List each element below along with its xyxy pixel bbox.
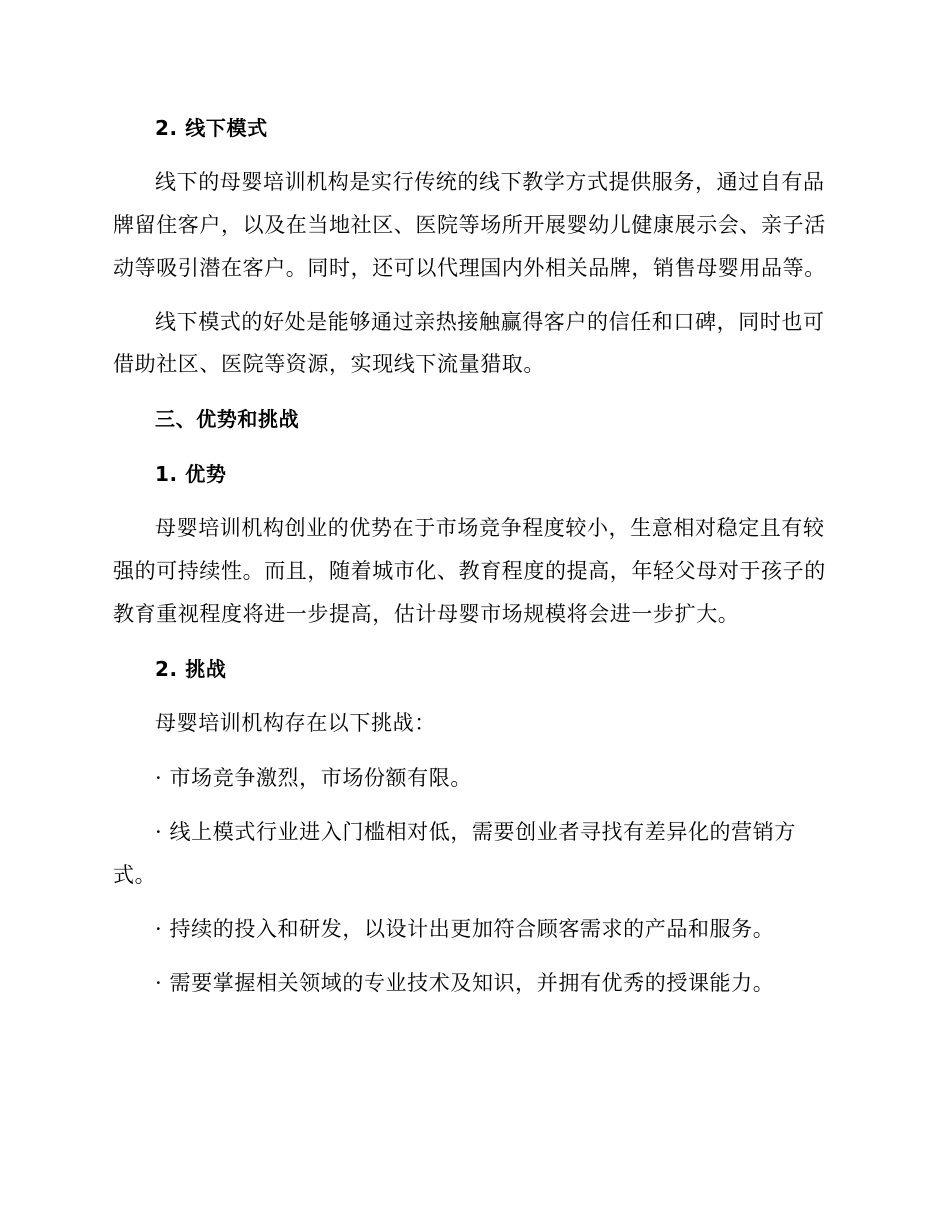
section-heading-offline-mode: 2. 线下模式 — [155, 116, 268, 140]
paragraph-line: 动等吸引潜在客户。同时，还可以代理国内外相关品牌，销售母婴用品等。 — [113, 256, 826, 280]
bullet-item: · 线上模式行业进入门槛相对低，需要创业者寻找有差异化的营销方 — [155, 820, 796, 844]
paragraph-line: 教育重视程度将进一步提高，估计母婴市场规模将会进一步扩大。 — [113, 602, 740, 626]
paragraph-line: 强的可持续性。而且，随着城市化、教育程度的提高，年轻父母对于孩子的 — [113, 559, 826, 583]
bullet-item: · 市场竞争激烈，市场份额有限。 — [155, 766, 472, 790]
section-heading-challenges: 2. 挑战 — [155, 657, 227, 681]
paragraph-line: 牌留住客户，以及在当地社区、医院等场所开展婴幼儿健康展示会、亲子活 — [113, 213, 826, 237]
paragraph-line: 母婴培训机构存在以下挑战： — [155, 711, 436, 735]
paragraph-line: 借助社区、医院等资源，实现线下流量猎取。 — [113, 352, 545, 376]
section-heading-advantages: 1. 优势 — [155, 462, 227, 486]
bullet-item-continuation: 式。 — [113, 863, 157, 887]
paragraph-line: 线下模式的好处是能够通过亲热接触赢得客户的信任和口碑，同时也可 — [155, 310, 825, 334]
paragraph-line: 线下的母婴培训机构是实行传统的线下教学方式提供服务，通过自有品 — [155, 170, 825, 194]
bullet-item: · 需要掌握相关领域的专业技术及知识，并拥有优秀的授课能力。 — [155, 971, 775, 995]
section-heading-advantages-challenges: 三、优势和挑战 — [155, 407, 300, 431]
bullet-item: · 持续的投入和研发，以设计出更加符合顾客需求的产品和服务。 — [155, 917, 775, 941]
paragraph-line: 母婴培训机构创业的优势在于市场竞争程度较小，生意相对稳定且有较 — [155, 516, 825, 540]
